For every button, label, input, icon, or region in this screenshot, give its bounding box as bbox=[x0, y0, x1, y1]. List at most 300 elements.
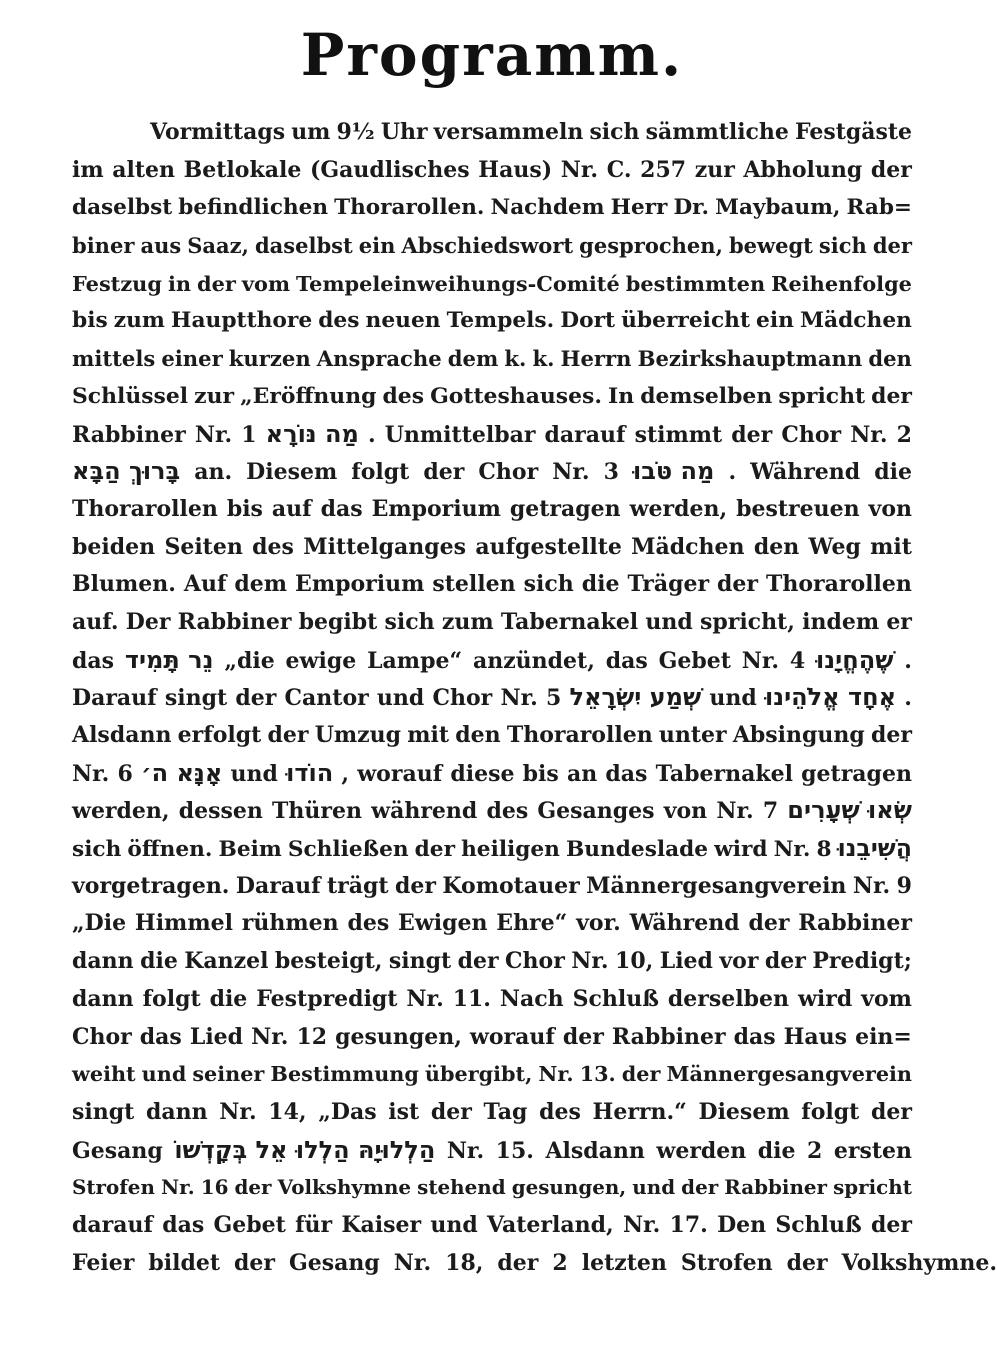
word: an. bbox=[194, 459, 233, 486]
word: Volkshymne. bbox=[841, 1249, 997, 1276]
word: Himmel bbox=[134, 910, 233, 937]
word: 2 bbox=[552, 1249, 568, 1276]
word: bis bbox=[72, 308, 108, 334]
word: 9 bbox=[896, 872, 912, 899]
word: 3 bbox=[603, 459, 619, 486]
word: indem bbox=[802, 608, 880, 635]
word: Herrn bbox=[560, 346, 632, 372]
word: und bbox=[645, 608, 693, 635]
word: Auf bbox=[183, 571, 227, 598]
word: Chor bbox=[72, 1023, 132, 1050]
word: Saaz, bbox=[187, 233, 249, 259]
word: worauf bbox=[357, 760, 443, 787]
word: . bbox=[728, 459, 737, 486]
text-line bbox=[72, 265, 912, 303]
word: den bbox=[868, 346, 912, 372]
word: 16 bbox=[200, 1175, 229, 1200]
word: rühmen bbox=[241, 910, 339, 937]
word: der bbox=[870, 1098, 912, 1125]
word: Gesang bbox=[288, 1249, 380, 1276]
word: 15. bbox=[495, 1137, 534, 1164]
word: getragen bbox=[509, 495, 621, 522]
word: Tempeleinweihungs-Comité bbox=[296, 270, 620, 296]
word: Bestimmung bbox=[270, 1062, 419, 1087]
hebrew-phrase: שְׂאוּ שְׁעָרִים bbox=[787, 796, 912, 825]
word: Hauptthore bbox=[170, 308, 313, 334]
word: k. bbox=[504, 346, 527, 372]
word: 7 bbox=[762, 798, 779, 825]
word: „Eröffnung bbox=[240, 382, 377, 409]
word: zur bbox=[694, 156, 735, 183]
hebrew-phrase: הַלְלוּיָהּ הַלְלוּ אֵל בְּקָדְשׁוֹ bbox=[174, 1135, 436, 1164]
word: Nachdem bbox=[490, 195, 605, 221]
text-line bbox=[72, 453, 912, 491]
word: vom bbox=[861, 985, 912, 1012]
word: stellen bbox=[432, 571, 516, 598]
word: das bbox=[605, 647, 648, 674]
word: Feier bbox=[72, 1249, 135, 1276]
word: der bbox=[414, 837, 455, 863]
word: Gesang bbox=[72, 1137, 163, 1164]
word: Strofen bbox=[680, 1249, 773, 1276]
word: C. bbox=[606, 156, 632, 183]
word: der bbox=[764, 948, 806, 975]
word: Bezirkshauptmann bbox=[637, 346, 863, 372]
word: Unmittelbar bbox=[384, 421, 536, 448]
text-line bbox=[72, 717, 912, 755]
hebrew-phrase: בָּרוּךְ הַבָּא bbox=[72, 457, 181, 486]
word: und bbox=[141, 1062, 187, 1087]
word: Dr. bbox=[673, 195, 710, 221]
text-line bbox=[72, 529, 912, 567]
word: der bbox=[731, 421, 773, 448]
word: der bbox=[497, 1249, 539, 1276]
text-line bbox=[72, 868, 912, 906]
hebrew-phrase: הֲשִׁיבֵנוּ bbox=[837, 834, 912, 863]
word: des bbox=[486, 798, 529, 825]
word: der bbox=[871, 722, 912, 748]
word: singt bbox=[72, 1098, 135, 1125]
word: mit bbox=[870, 533, 912, 560]
word: Nr. bbox=[716, 798, 754, 825]
word: dann bbox=[72, 985, 134, 1012]
hebrew-phrase: מַה נּוֹרָא bbox=[265, 419, 359, 448]
word: Nr. bbox=[852, 872, 891, 899]
hebrew-phrase: נֵר תָּמִיד bbox=[124, 645, 214, 674]
word: Emporium bbox=[295, 571, 425, 598]
hebrew-phrase: שְׁמַע יִשְׂרָאֵל bbox=[569, 683, 702, 712]
page-title: Programm. bbox=[300, 21, 684, 89]
word: wird bbox=[797, 985, 853, 1012]
word: Bundeslade bbox=[566, 837, 709, 863]
word: demselben bbox=[640, 382, 773, 409]
word: Beim bbox=[218, 837, 282, 863]
word: Haus) bbox=[478, 156, 553, 183]
word: Thorarollen bbox=[72, 495, 218, 522]
word: darauf bbox=[72, 1211, 153, 1238]
hebrew-phrase: אֶחָד אֱלֹהֵינוּ bbox=[764, 683, 897, 712]
word: Rabbiner bbox=[611, 1023, 726, 1050]
text-line bbox=[72, 792, 912, 830]
word: Nr. bbox=[741, 647, 780, 674]
word: der bbox=[717, 571, 759, 598]
word: die bbox=[140, 948, 178, 975]
word: den bbox=[455, 722, 501, 748]
word: Schlüssel bbox=[72, 382, 189, 409]
word: des bbox=[347, 910, 390, 937]
word: das bbox=[72, 647, 115, 674]
word: überreicht bbox=[621, 308, 751, 334]
word: 13. bbox=[579, 1062, 616, 1087]
word: Nach bbox=[499, 985, 564, 1012]
word: unter bbox=[658, 722, 727, 748]
word: der bbox=[748, 910, 790, 937]
word: öffnen. bbox=[127, 837, 213, 863]
word: gesungen, bbox=[511, 1175, 627, 1200]
word: Maybaum, bbox=[715, 195, 841, 221]
word: er bbox=[886, 608, 912, 635]
word: 6 bbox=[117, 760, 133, 787]
text-line bbox=[72, 905, 912, 943]
word: gesprochen, bbox=[579, 233, 723, 259]
word: Gesanges bbox=[537, 798, 655, 825]
word: Chor bbox=[781, 421, 842, 448]
text-line bbox=[72, 1094, 912, 1132]
word: Komotauer bbox=[442, 872, 580, 899]
word: Lampe“ bbox=[367, 647, 463, 674]
word: und bbox=[709, 685, 757, 712]
word: Mädchen bbox=[799, 308, 912, 334]
word: Nr. bbox=[251, 1023, 289, 1050]
text-line bbox=[72, 830, 912, 868]
word: folgt bbox=[351, 459, 410, 486]
word: neuen bbox=[365, 308, 441, 334]
word: das bbox=[733, 1023, 776, 1050]
word: 257 bbox=[640, 156, 687, 183]
word: Männergesangverein bbox=[586, 872, 847, 899]
word: die bbox=[209, 985, 248, 1012]
hebrew-phrase: הוֹדוּ bbox=[286, 758, 334, 787]
word: das bbox=[139, 1023, 182, 1050]
word: 4 bbox=[789, 647, 806, 674]
word: Mittelganges bbox=[303, 533, 467, 560]
word: Betlokale bbox=[183, 156, 302, 183]
word: anzündet, bbox=[472, 647, 595, 674]
word: Mädchen bbox=[631, 533, 745, 560]
word: das bbox=[320, 495, 363, 522]
word: Nr. bbox=[560, 156, 599, 183]
text-line bbox=[72, 1169, 912, 1207]
text-line bbox=[72, 981, 912, 1019]
word: der bbox=[423, 459, 465, 486]
word: 2 bbox=[896, 421, 912, 448]
text-line bbox=[72, 1207, 912, 1245]
word: Nr. bbox=[850, 421, 888, 448]
word: auf. bbox=[72, 608, 119, 635]
word: Nr. bbox=[406, 985, 444, 1012]
word: des bbox=[382, 382, 425, 409]
word: das bbox=[605, 760, 648, 787]
word: Diesem bbox=[698, 1098, 790, 1125]
word: Abschiedswort bbox=[401, 233, 574, 259]
text-line bbox=[72, 642, 912, 680]
text-line bbox=[72, 1056, 912, 1094]
word: Chor bbox=[478, 459, 539, 486]
word: Während bbox=[629, 910, 740, 937]
word: von bbox=[663, 798, 708, 825]
word: zum bbox=[113, 308, 165, 334]
program-text bbox=[72, 114, 997, 1282]
word: während bbox=[371, 798, 478, 825]
word: Tempels. bbox=[446, 308, 555, 334]
word: bis bbox=[522, 760, 559, 787]
word: der bbox=[872, 233, 912, 259]
word: Schließen bbox=[287, 837, 409, 863]
word: dann bbox=[145, 1098, 208, 1125]
word: 17. bbox=[669, 1211, 708, 1238]
word: der bbox=[681, 1175, 719, 1200]
word: . bbox=[904, 647, 912, 674]
word: Ansprache bbox=[316, 346, 442, 372]
word: folgt bbox=[142, 985, 201, 1012]
word: Weg bbox=[808, 533, 861, 560]
word: Haus bbox=[783, 1023, 848, 1050]
word: der bbox=[871, 382, 912, 409]
word: singt bbox=[164, 685, 228, 712]
word: Vormittags bbox=[150, 119, 286, 145]
word: 11. bbox=[452, 985, 491, 1012]
word: Nr. bbox=[552, 459, 590, 486]
word: alten bbox=[112, 156, 176, 183]
word: Ewigen bbox=[398, 910, 488, 937]
word: ein bbox=[358, 233, 396, 259]
word: Strofen bbox=[72, 1175, 155, 1200]
word: bewegt bbox=[728, 233, 813, 259]
word: Ehre“ bbox=[496, 910, 568, 937]
word: Der bbox=[125, 608, 171, 635]
word: Cantor bbox=[284, 685, 369, 712]
word: Alsdann bbox=[72, 722, 172, 748]
word: ein bbox=[756, 308, 794, 334]
word: Nr. bbox=[773, 837, 811, 863]
word: und bbox=[632, 1175, 676, 1200]
word: Nr. bbox=[160, 1175, 195, 1200]
word: Nr. bbox=[393, 1249, 432, 1276]
word: der bbox=[871, 1211, 912, 1238]
word: In bbox=[608, 382, 635, 409]
word: Rab= bbox=[846, 195, 912, 221]
word: Abholung bbox=[743, 156, 863, 183]
word: worauf bbox=[469, 1023, 555, 1050]
word: Darauf bbox=[235, 872, 321, 899]
word: übergibt, bbox=[424, 1062, 533, 1087]
word: gesungen, bbox=[335, 1023, 462, 1050]
word: in bbox=[167, 270, 192, 296]
word: zum bbox=[441, 608, 494, 635]
word: beiden bbox=[72, 533, 156, 560]
word: Schluß bbox=[775, 1211, 862, 1238]
text-line bbox=[72, 416, 912, 454]
word: Lied bbox=[659, 948, 713, 975]
word: Nr. bbox=[571, 948, 609, 975]
word: sich bbox=[818, 233, 867, 259]
word: mittels bbox=[72, 346, 156, 372]
word: Umzug bbox=[314, 722, 402, 748]
word: Festzug bbox=[72, 270, 162, 296]
word: die bbox=[581, 571, 620, 598]
text-line bbox=[72, 114, 912, 152]
word: Vaterland, bbox=[486, 1211, 614, 1238]
text-line bbox=[72, 302, 912, 340]
word: sich bbox=[384, 608, 435, 635]
word: kurzen bbox=[228, 346, 311, 372]
word: vor bbox=[719, 948, 759, 975]
word: der bbox=[234, 1175, 272, 1200]
word: Träger bbox=[627, 571, 710, 598]
word: 8 bbox=[816, 837, 832, 863]
word: des bbox=[318, 308, 360, 334]
word: , bbox=[341, 760, 350, 787]
word: vorgetragen. bbox=[72, 872, 230, 899]
word: spricht, bbox=[699, 608, 795, 635]
word: . bbox=[904, 685, 912, 712]
word: Dort bbox=[560, 308, 616, 334]
text-line bbox=[72, 340, 912, 378]
word: daselbst bbox=[72, 195, 173, 221]
word: Blumen. bbox=[72, 571, 176, 598]
word: an bbox=[566, 760, 598, 787]
word: daselbst bbox=[254, 233, 353, 259]
word: Nr. bbox=[72, 760, 110, 787]
word: versammeln bbox=[433, 119, 584, 145]
word: Lied bbox=[189, 1023, 244, 1050]
text-line bbox=[72, 227, 912, 265]
word: Während bbox=[750, 459, 861, 486]
word: 14, bbox=[268, 1098, 307, 1125]
word: von bbox=[868, 495, 912, 522]
word: Tabernakel bbox=[655, 760, 793, 787]
word: der bbox=[562, 1023, 604, 1050]
word: der bbox=[235, 685, 277, 712]
word: spricht bbox=[833, 1175, 912, 1200]
word: Alsdann bbox=[545, 1137, 645, 1164]
word: Nr. bbox=[219, 1098, 257, 1125]
word: sämmtliche bbox=[645, 119, 789, 145]
word: Darauf bbox=[72, 685, 157, 712]
word: Nr. bbox=[446, 1137, 485, 1164]
word: vom bbox=[241, 270, 291, 296]
word: Nr. bbox=[538, 1062, 574, 1087]
text-line bbox=[72, 1019, 912, 1057]
word: die bbox=[874, 459, 912, 486]
word: heiligen bbox=[461, 837, 560, 863]
word: das bbox=[162, 1211, 205, 1238]
word: der bbox=[197, 270, 236, 296]
word: Volkshymne bbox=[277, 1175, 412, 1200]
word: befindlichen bbox=[178, 195, 328, 221]
word: der bbox=[621, 1062, 661, 1087]
word: sich bbox=[523, 571, 574, 598]
word: des bbox=[539, 1098, 581, 1125]
word: Absingung bbox=[732, 722, 865, 748]
word: Rabbiner bbox=[724, 1175, 828, 1200]
word: den bbox=[753, 533, 800, 560]
word: Thüren bbox=[272, 798, 362, 825]
word: Uhr bbox=[380, 119, 428, 145]
word: „die bbox=[224, 647, 275, 674]
word: Kaiser bbox=[341, 1211, 422, 1238]
word: . bbox=[367, 421, 376, 448]
word: sich bbox=[589, 119, 640, 145]
word: Seiten bbox=[164, 533, 243, 560]
text-line bbox=[72, 378, 912, 416]
word: getragen bbox=[801, 760, 912, 787]
word: der bbox=[430, 1098, 472, 1125]
word: 12 bbox=[296, 1023, 328, 1050]
word: folgt bbox=[801, 1098, 860, 1125]
word: Tabernakel bbox=[500, 608, 639, 635]
text-line bbox=[72, 152, 912, 190]
text-line bbox=[72, 1245, 997, 1283]
word: trägt bbox=[327, 872, 389, 899]
word: und bbox=[430, 1211, 478, 1238]
word: der bbox=[870, 156, 912, 183]
word: Rabbiner bbox=[177, 608, 292, 635]
word: Emporium bbox=[371, 495, 501, 522]
text-line bbox=[72, 566, 912, 604]
word: stehend bbox=[417, 1175, 506, 1200]
word: 2 bbox=[807, 1137, 823, 1164]
word: im bbox=[72, 156, 104, 183]
word: Herr bbox=[610, 195, 668, 221]
word: um bbox=[291, 119, 331, 145]
text-line bbox=[72, 679, 912, 717]
word: werden, bbox=[629, 495, 728, 522]
word: der bbox=[786, 1249, 828, 1276]
word: mit bbox=[407, 722, 450, 748]
word: werden bbox=[656, 1137, 747, 1164]
word: ein= bbox=[855, 1023, 912, 1050]
word: Nr. bbox=[622, 1211, 661, 1238]
word: bestreuen bbox=[736, 495, 860, 522]
word: einer bbox=[161, 346, 223, 372]
word: und bbox=[376, 685, 425, 712]
hebrew-phrase: שֶׁהֶחֱיָנוּ bbox=[816, 645, 894, 674]
word: Festpredigt bbox=[256, 985, 398, 1012]
text-line bbox=[72, 943, 912, 981]
word: „Das bbox=[318, 1098, 377, 1125]
text-line bbox=[72, 491, 912, 529]
word: wird bbox=[714, 837, 768, 863]
word: Tag bbox=[483, 1098, 528, 1125]
word: singt bbox=[388, 948, 452, 975]
word: besteigt, bbox=[274, 948, 383, 975]
word: Thorarollen bbox=[506, 722, 653, 748]
word: Männergesangverein bbox=[666, 1062, 912, 1087]
word: aufgestellte bbox=[475, 533, 622, 560]
word: Chor bbox=[505, 948, 565, 975]
word: ewige bbox=[285, 647, 357, 674]
word: 10, bbox=[615, 948, 654, 975]
word: Gotteshauses. bbox=[430, 382, 602, 409]
word: Kanzel bbox=[184, 948, 269, 975]
word: diese bbox=[450, 760, 515, 787]
word: Thorarollen. bbox=[334, 195, 485, 221]
word: (Gaudlisches bbox=[309, 156, 470, 183]
word: 5 bbox=[546, 685, 562, 712]
word: der bbox=[395, 872, 436, 899]
word: der bbox=[457, 948, 499, 975]
